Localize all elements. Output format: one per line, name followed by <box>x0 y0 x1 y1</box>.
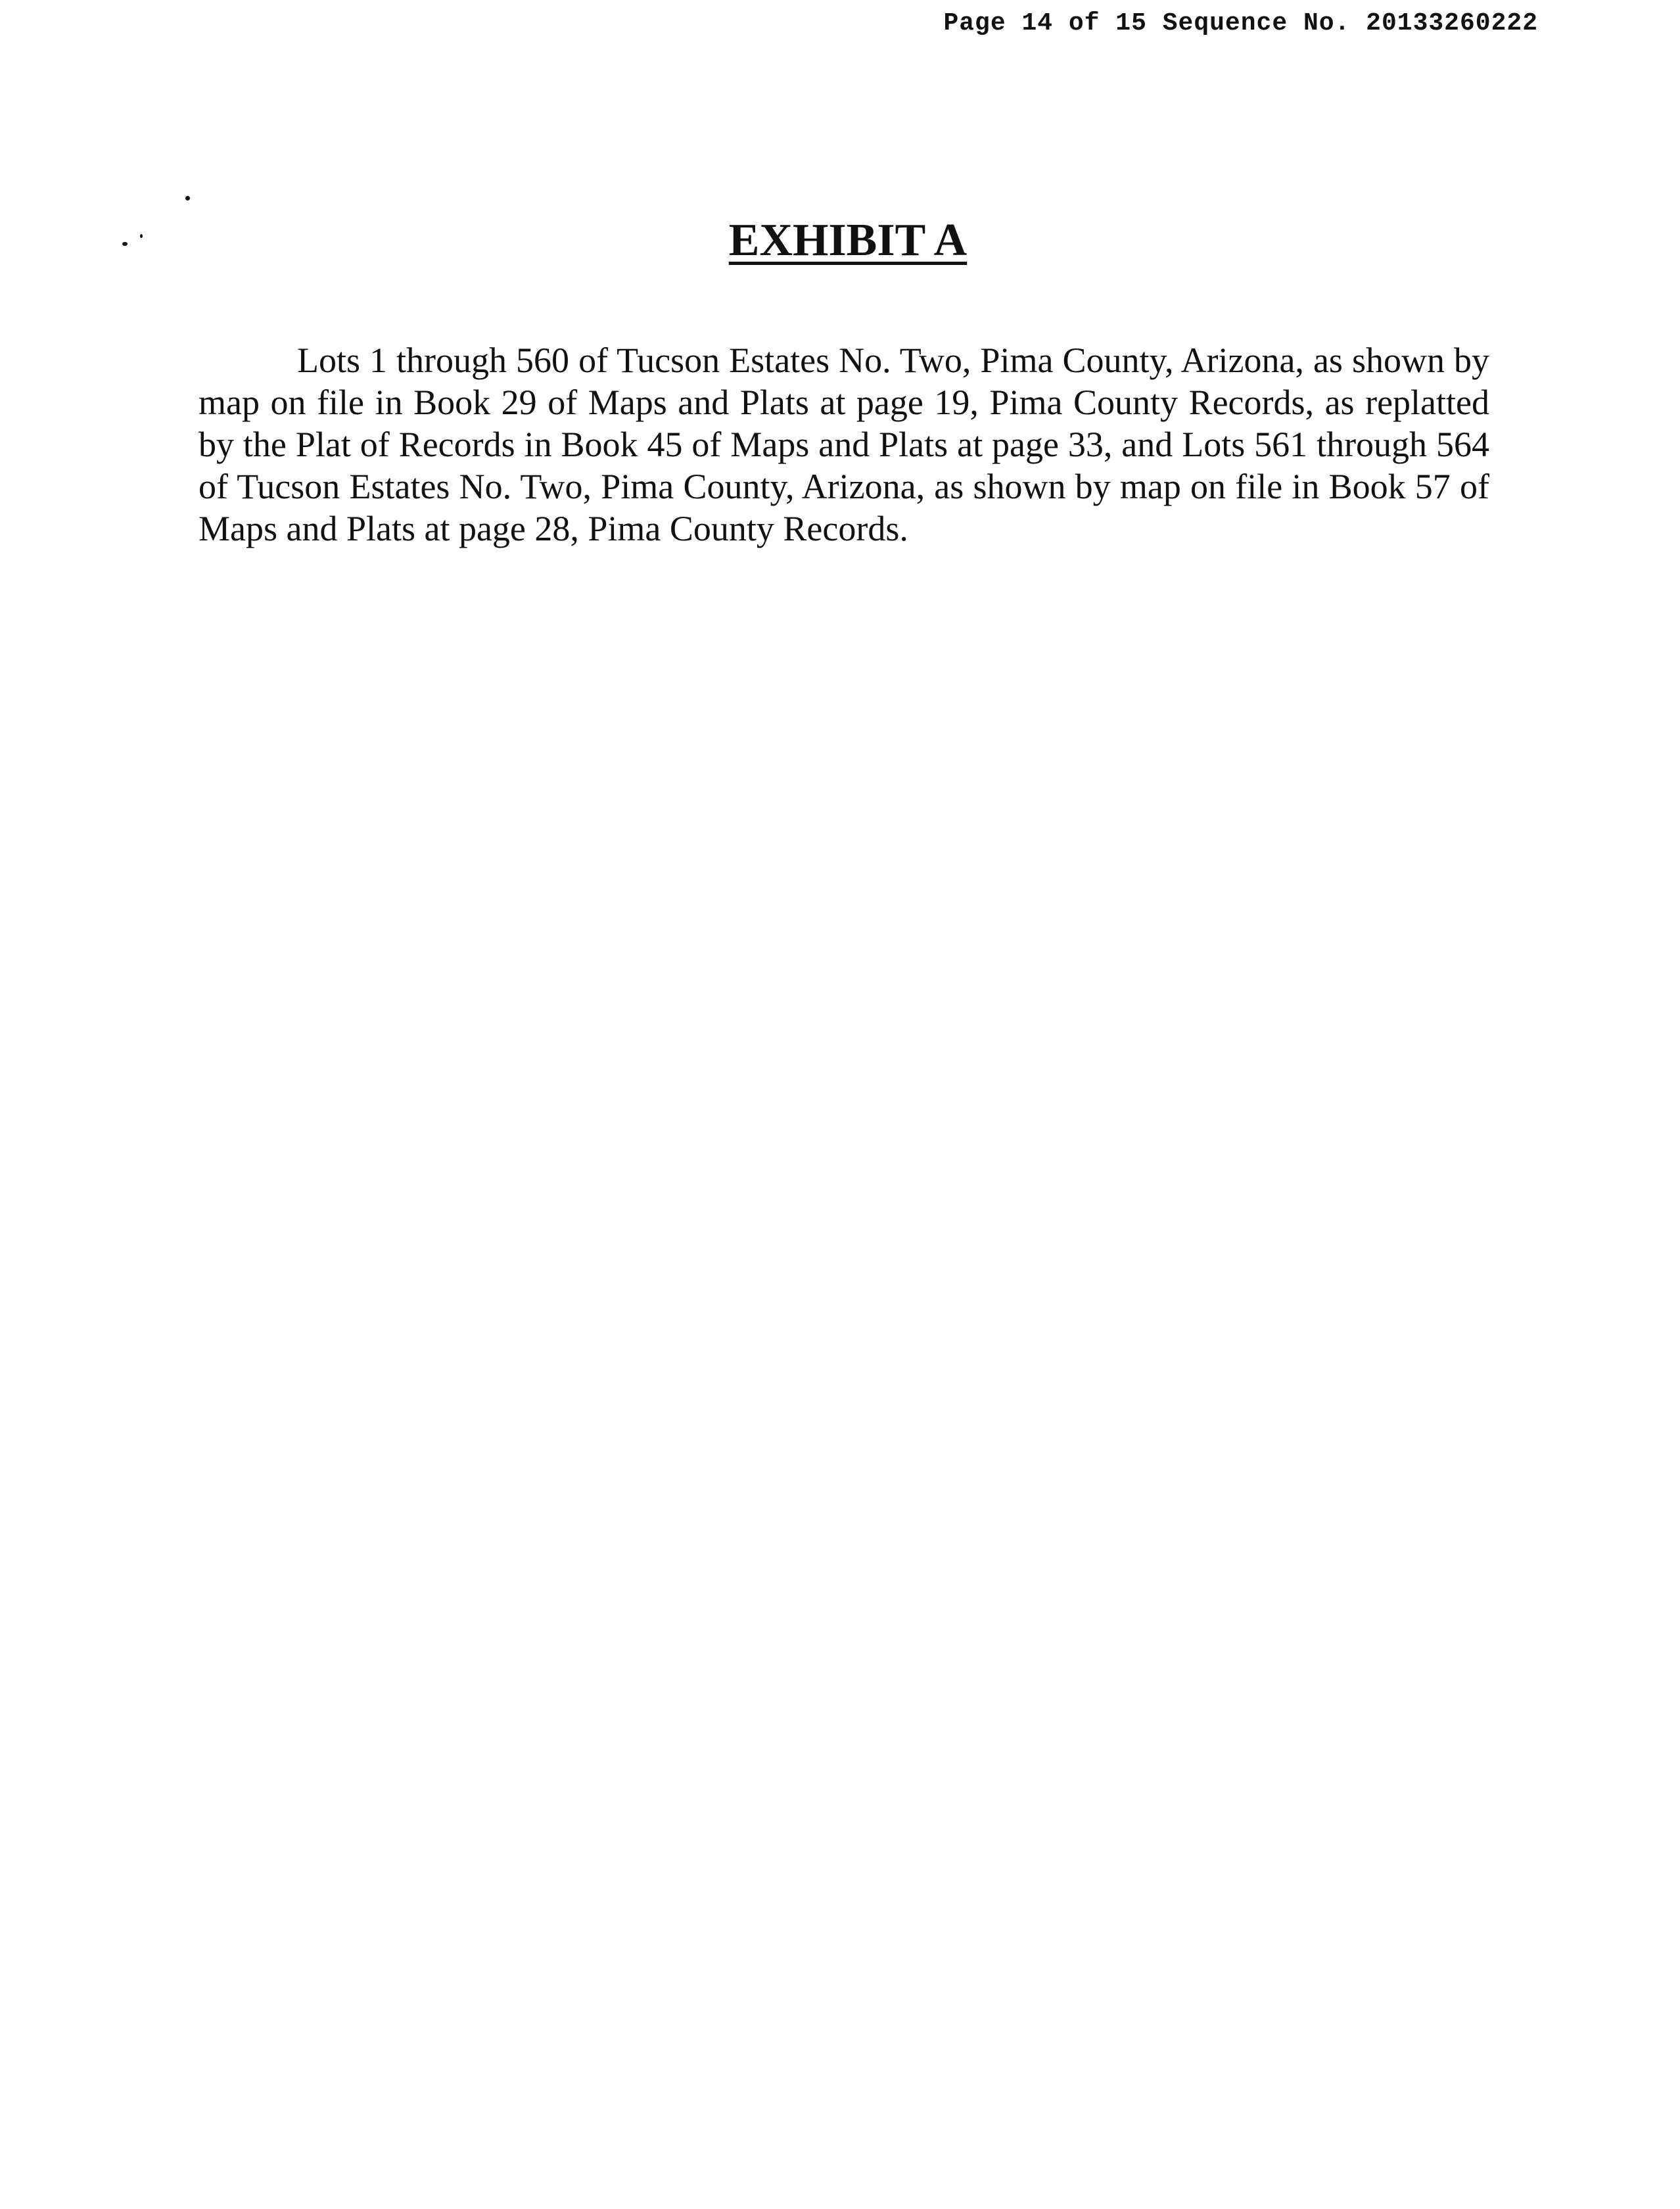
scan-speck <box>185 196 190 201</box>
exhibit-title-text: EXHIBIT A <box>728 215 968 266</box>
page-sequence-header: Page 14 of 15 Sequence No. 20133260222 <box>943 9 1538 37</box>
legal-description-paragraph: Lots 1 through 560 of Tucson Estates No. Two, Pima County, Arizona, as shown by map on file in Book 29 of Maps and Plats at page 19, Pima County Records, as replatted by the Plat of Records in Book 45 of Maps and Plats at page 33, and Lots 561 through 564 of Tucson Estates No. Two, Pima County, Arizona, as shown by map on file in Book 57 of Maps and Plats at page 28, Pima County Records. <box>198 341 1489 548</box>
exhibit-title <box>0 214 1680 267</box>
